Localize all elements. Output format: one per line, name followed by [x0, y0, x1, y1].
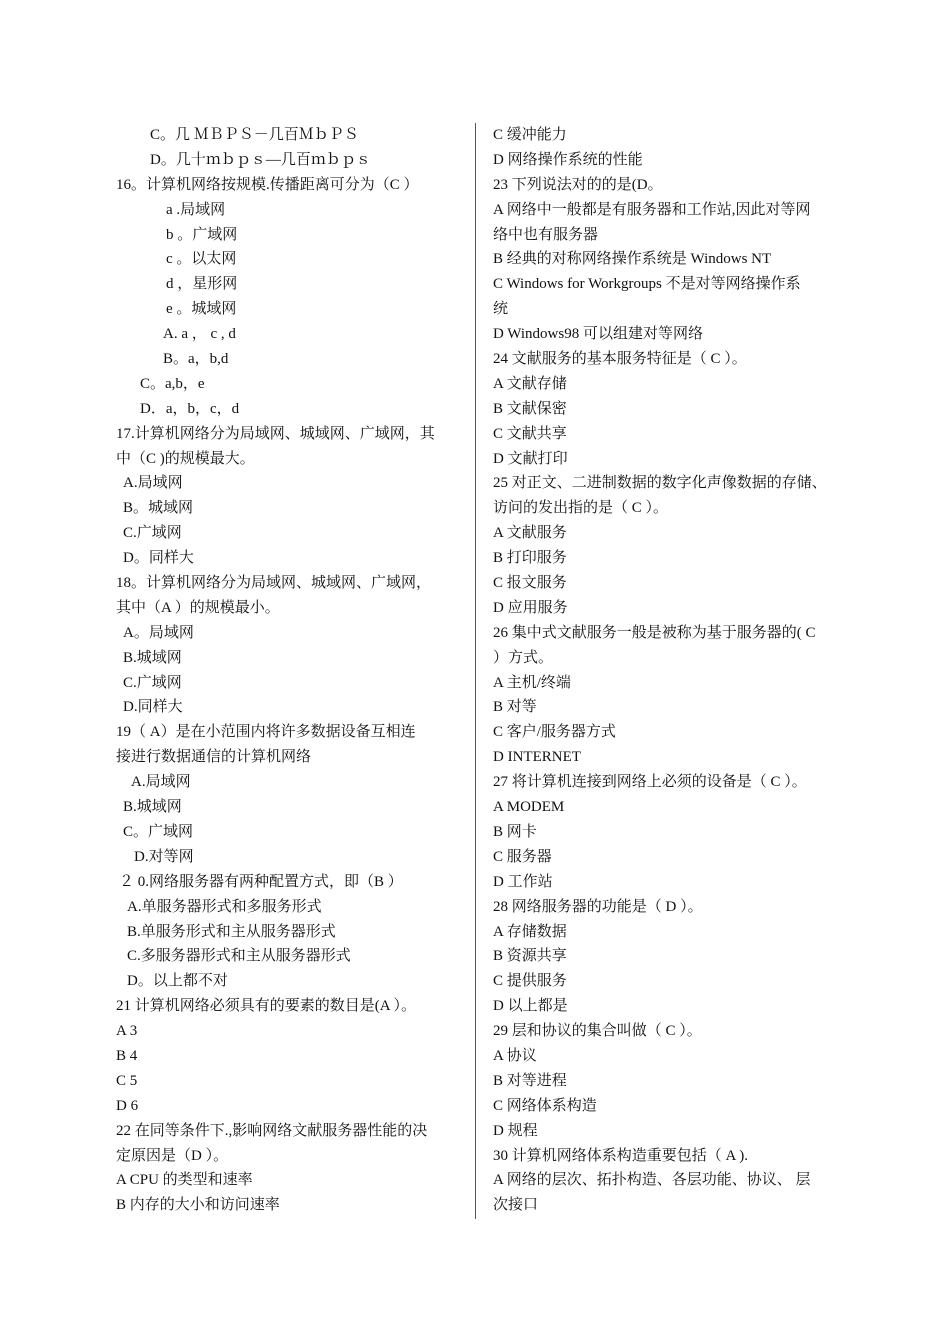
text-line: d ，星形网: [166, 276, 238, 293]
text-line: C.广域网: [123, 674, 182, 691]
text-line: D 工作站: [493, 873, 553, 890]
text-line: 中（C )的规模最大。: [116, 450, 255, 467]
text-line: 26 集中式文献服务一般是被称为基于服务器的( C: [493, 624, 816, 641]
text-line: C 文献共享: [493, 425, 567, 442]
text-line: 络中也有服务器: [493, 226, 599, 243]
text-line: A MODEM: [493, 799, 565, 816]
text-line: C 网络体系构造: [493, 1097, 597, 1114]
text-line: 22 在同等条件下.,影响网络文献服务器性能的决: [116, 1122, 428, 1139]
left-column: [116, 123, 466, 1218]
text-line: B 文献保密: [493, 400, 567, 417]
text-line: ２ 0.网络服务器有两种配置方式，即（B ）: [119, 873, 403, 890]
text-line: B 经典的对称网络操作系统是 Windows NT: [493, 251, 772, 268]
text-line: B 打印服务: [493, 550, 567, 567]
text-line: A 网络中一般都是有服务器和工作站,因此对等网: [493, 201, 811, 218]
text-line: C。几 ＭＢＰＳ－几百ＭｂＰＳ: [150, 127, 359, 143]
text-line: 17.计算机网络分为局域网、城域网、广域网，其: [116, 425, 435, 442]
text-line: D 以上都是: [493, 998, 568, 1015]
text-line: C.多服务器形式和主从服务器形式: [127, 948, 351, 965]
text-line: D.同样大: [123, 699, 183, 716]
text-line: B 网卡: [493, 823, 537, 840]
text-line: D INTERNET: [493, 749, 581, 766]
text-line: A. a ， c , d: [163, 326, 236, 343]
text-line: b 。广域网: [166, 226, 238, 243]
text-line: 16。计算机网络按规模.传播距离可分为（C ）: [116, 176, 419, 193]
text-line: 定原因是（D ）。: [116, 1147, 229, 1164]
text-line: ）方式。: [493, 649, 554, 666]
text-line: 30 计算机网络体系构造重要包括（ A ).: [493, 1147, 749, 1164]
text-line: e 。城域网: [166, 301, 237, 318]
text-line: B.城域网: [123, 649, 182, 666]
text-line: A。局域网: [123, 624, 194, 641]
text-line: A 存储数据: [493, 923, 567, 940]
text-line: A 网络的层次、拓扑构造、各层功能、协议、 层: [493, 1172, 811, 1189]
text-line: a .局域网: [166, 201, 226, 218]
text-line: C Windows for Workgroups 不是对等网络操作系: [493, 276, 801, 293]
text-line: 其中（A ）的规模最小。: [116, 599, 280, 616]
text-line: A 协议: [493, 1047, 537, 1064]
text-line: B 4: [116, 1047, 138, 1064]
text-line: D Windows98 可以组建对等网络: [493, 326, 703, 343]
column-divider: [475, 123, 476, 1219]
text-line: c 。以太网: [166, 251, 237, 268]
text-line: 次接口: [493, 1197, 539, 1214]
text-line: D 6: [116, 1097, 139, 1114]
text-line: D．a，b，c，d: [140, 400, 240, 417]
text-line: B。城域网: [123, 500, 194, 517]
text-line: C 服务器: [493, 848, 552, 865]
text-line: C。广域网: [123, 823, 194, 840]
text-line: 访问的发出指的是（ C ）。: [493, 500, 669, 517]
text-line: B 对等: [493, 699, 537, 716]
text-line: D。以上都不对: [127, 973, 228, 990]
text-line: 28 网络服务器的功能是（ D ）。: [493, 898, 703, 915]
text-line: 统: [493, 301, 509, 318]
text-line: D 应用服务: [493, 599, 568, 616]
text-line: A.单服务器形式和多服务形式: [127, 898, 322, 915]
text-line: 27 将计算机连接到网络上必须的设备是（ C ）。: [493, 774, 807, 791]
text-line: A 3: [116, 1023, 138, 1040]
text-line: B.单服务形式和主从服务器形式: [127, 923, 336, 940]
text-line: 19（ A）是在小范围内将许多数据设备互相连: [116, 724, 416, 741]
text-line: D 网络操作系统的性能: [493, 151, 643, 168]
text-line: 23 下列说法对的的是(D。: [493, 176, 663, 193]
text-line: 25 对正文、二进制数据的数字化声像数据的存储、: [493, 475, 827, 492]
text-line: A 文献存储: [493, 375, 567, 392]
text-line: B 资源共享: [493, 948, 567, 965]
text-line: A CPU 的类型和速率: [116, 1172, 253, 1189]
text-line: B 对等进程: [493, 1072, 567, 1089]
text-line: C 报文服务: [493, 575, 567, 592]
text-line: B。a，b,d: [163, 351, 229, 368]
text-line: A.局域网: [123, 475, 183, 492]
text-line: D。同样大: [123, 550, 194, 567]
text-line: D。几十ｍｂｐｓ—几百ｍｂｐｓ: [150, 151, 371, 168]
text-line: D 文献打印: [493, 450, 568, 467]
text-line: C。a,b，e: [140, 375, 205, 392]
text-line: 21 计算机网络必须具有的要素的数目是(A ）。: [116, 998, 417, 1015]
text-line: D 规程: [493, 1122, 538, 1139]
text-line: A 文献服务: [493, 525, 567, 542]
right-column: [493, 123, 853, 1218]
text-line: C 提供服务: [493, 973, 567, 990]
text-line: 接进行数据通信的计算机网络: [116, 749, 312, 766]
text-line: C 客户/服务器方式: [493, 724, 616, 741]
text-line: C.广域网: [123, 525, 182, 542]
text-line: A.局域网: [131, 774, 191, 791]
text-line: B.城域网: [123, 799, 182, 816]
text-line: 18。计算机网络分为局域网、城域网、广域网，: [116, 575, 432, 592]
text-line: A 主机/终端: [493, 674, 571, 691]
text-line: 24 文献服务的基本服务特征是（ C ）。: [493, 351, 747, 368]
text-line: C 5: [116, 1072, 138, 1089]
text-line: C 缓冲能力: [493, 127, 567, 143]
text-line: B 内存的大小和访问速率: [116, 1197, 280, 1214]
text-line: D.对等网: [134, 848, 194, 865]
text-line: 29 层和协议的集合叫做（ C ）。: [493, 1023, 702, 1040]
